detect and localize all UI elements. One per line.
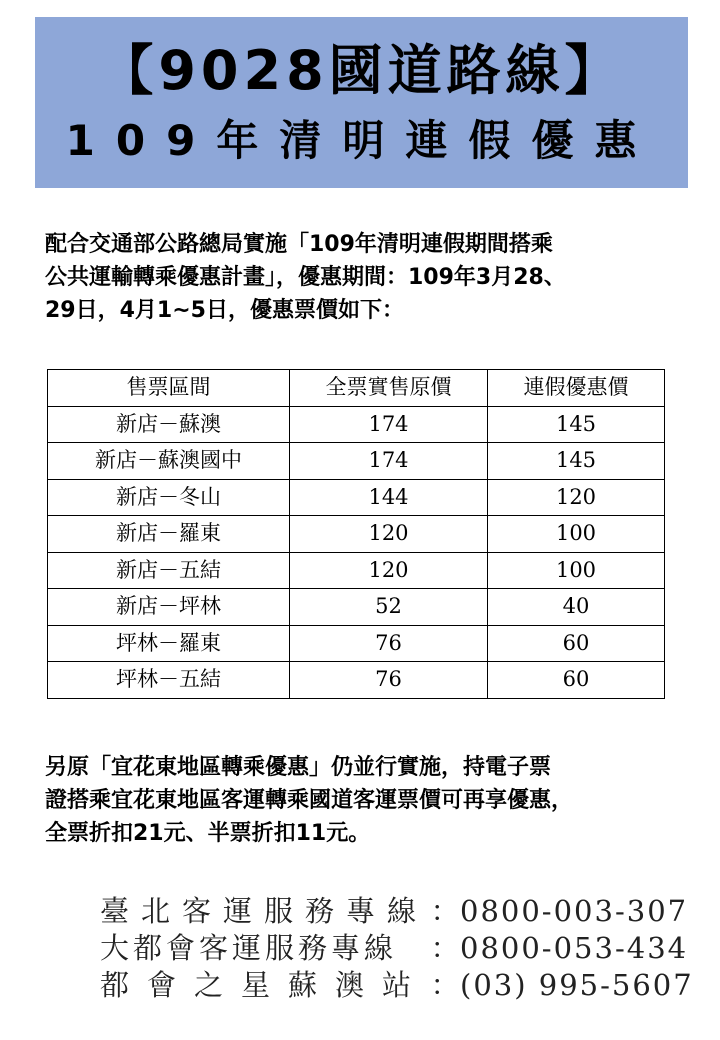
promotion-title: 109年清明連假優惠 [65, 116, 658, 165]
discount-price-cell: 145 [488, 443, 665, 480]
note-line: 另原「宜花東地區轉乘優惠」仍並行實施，持電子票 [45, 755, 552, 780]
hotline-label: 都會之星蘇澳站 [100, 968, 430, 1002]
note-line: 全票折扣21元、半票折扣11元。 [45, 821, 371, 846]
hotline-label: 大都會客運服務專線 [100, 931, 398, 965]
hotline-colon: ： [430, 931, 460, 965]
hotline-number: 0800-053-434 [460, 931, 689, 965]
route-cell: 坪林－羅東 [48, 625, 290, 662]
discount-price-cell: 100 [488, 516, 665, 553]
original-price-cell: 76 [290, 662, 488, 699]
table-row [48, 443, 665, 480]
route-cell: 新店－羅東 [48, 516, 290, 553]
discount-price-cell: 60 [488, 662, 665, 699]
original-price-cell: 120 [290, 552, 488, 589]
table-row [48, 589, 665, 626]
hotline-taipei-bus [100, 893, 700, 930]
table-row [48, 625, 665, 662]
service-hotlines [100, 893, 700, 1004]
route-cell: 新店－蘇澳 [48, 406, 290, 443]
intro-line: 配合交通部公路總局實施「109年清明連假期間搭乘 [45, 232, 553, 257]
original-price-cell: 52 [290, 589, 488, 626]
table-row [48, 516, 665, 553]
intro-paragraph [45, 228, 685, 327]
original-price-cell: 144 [290, 479, 488, 516]
table-row [48, 662, 665, 699]
route-cell: 新店－蘇澳國中 [48, 443, 290, 480]
discount-price-cell: 120 [488, 479, 665, 516]
route-cell: 新店－五結 [48, 552, 290, 589]
discount-price-cell: 145 [488, 406, 665, 443]
original-price-cell: 174 [290, 443, 488, 480]
discount-price-cell: 100 [488, 552, 665, 589]
header-discount-price: 連假優惠價 [488, 370, 665, 407]
note-line: 證搭乘宜花東地區客運轉乘國道客運票價可再享優惠， [45, 788, 574, 813]
fare-table-header-row [48, 370, 665, 407]
route-cell: 坪林－五結 [48, 662, 290, 699]
hotline-number: 0800-003-307 [460, 894, 689, 928]
table-row [48, 479, 665, 516]
hotline-number: (03) 995-5607 [460, 968, 694, 1002]
transfer-note-paragraph [45, 751, 685, 850]
hotline-metropolitan-bus [100, 930, 700, 967]
original-price-cell: 120 [290, 516, 488, 553]
discount-price-cell: 60 [488, 625, 665, 662]
hotline-label: 臺北客運服務專線 [100, 894, 429, 928]
header-route: 售票區間 [48, 370, 290, 407]
route-cell: 新店－冬山 [48, 479, 290, 516]
hotline-suao-station [100, 967, 700, 1004]
route-cell: 新店－坪林 [48, 589, 290, 626]
intro-line: 29日，4月1~5日，優惠票價如下： [45, 298, 404, 323]
intro-line: 公共運輸轉乘優惠計畫」，優惠期間：109年3月28、 [45, 265, 566, 290]
hotline-colon: ： [430, 894, 460, 928]
fare-table [47, 369, 665, 699]
original-price-cell: 174 [290, 406, 488, 443]
header-original-price: 全票實售原價 [290, 370, 488, 407]
table-row [48, 552, 665, 589]
title-banner [35, 17, 688, 188]
table-row [48, 406, 665, 443]
hotline-colon: ： [430, 968, 460, 1002]
route-title: 【9028國道路線】 [99, 39, 624, 102]
original-price-cell: 76 [290, 625, 488, 662]
discount-price-cell: 40 [488, 589, 665, 626]
